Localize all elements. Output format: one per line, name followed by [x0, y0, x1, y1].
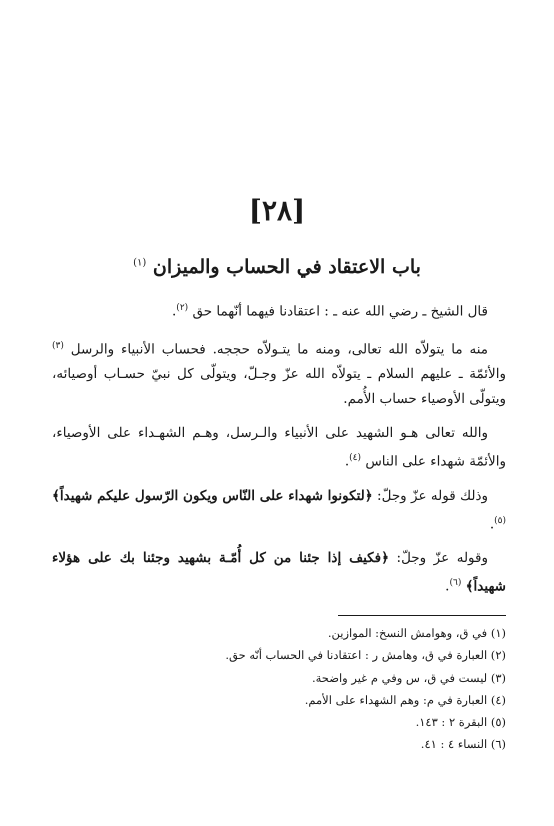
paragraph-text: قال الشيخ ـ رضي الله عنه ـ : اعتقادنا فيهما أنّهما حق: [192, 303, 488, 320]
footnotes: [52, 622, 506, 756]
body-text: [52, 296, 506, 609]
paragraph-text: منه ما يتولاّه الله تعالى، ومنه ما يتـولاّه حججه. فحساب الأنبياء والرسل: [70, 341, 489, 357]
footnote: (٥) البقرة ٢ : ١٤٣.: [415, 715, 506, 730]
paragraph: [52, 334, 506, 413]
footnote: (٦) النساء ٤ : ٤١.: [420, 737, 506, 752]
quran-verse: ﴿لتكونوا شهداء على النّاس ويكون الرّسول عليكم شهيداً﴾: [52, 487, 373, 504]
paragraph-text: والله تعالى هـو الشهيد على الأنبياء والـرسل، وهـم الشهـداء على الأوصياء، والأئمّة شهداء على الناس: [52, 425, 506, 470]
paragraph-tail: والأئمّة ـ عليهم السلام ـ يتولاّه الله عزّ وجـلّ، ويتولّى كل نبيّ حسـاب أوصيائه، ويتولّى الأوصياء حساب الأُمم.: [52, 366, 506, 407]
footnote: (١) في ق، وهوامش النسخ: الموازين.: [327, 626, 506, 640]
paragraph-tail: .: [489, 516, 495, 532]
paragraph-text: وذلك قوله عزّ وجلّ:: [372, 487, 489, 504]
footnote-ref: (٣): [52, 340, 64, 351]
chapter-title: [80, 256, 474, 278]
footnote-ref: (٤): [349, 453, 362, 463]
chapter-number: [٢٨]: [248, 194, 306, 227]
footnote-ref: (٦): [449, 578, 462, 588]
footnote-ref: (٥): [494, 515, 506, 526]
footnote: (٢) العبارة في ق، وهامش ر : اعتقادنا في الحساب أنّه حق.: [225, 648, 506, 663]
paragraph: [52, 484, 506, 538]
footnote-ref: (١): [133, 257, 147, 269]
footnote: (٣) ليست في ق، س وفي م غير واضحة.: [311, 670, 506, 685]
paragraph: [52, 421, 506, 475]
chapter-title-text: باب الاعتقاد في الحساب والميزان: [152, 256, 421, 278]
paragraph-tail: .: [445, 578, 450, 595]
footnote-ref: (٢): [176, 303, 189, 313]
paragraph-tail: .: [344, 453, 350, 470]
footnote: (٤) العبارة في م: وهم الشهداء على الأمم.: [304, 692, 506, 707]
paragraph-text: وقوله عزّ وجلّ:: [389, 550, 489, 566]
footnote-divider: [338, 615, 506, 616]
quran-verse: ﴿فكيف إذا جئنا من كل أُمّـة بشهيد وجئنا بك على هؤلاء شهيداً﴾: [52, 550, 506, 595]
paragraph: [52, 296, 506, 325]
paragraph: [52, 546, 506, 600]
paragraph-tail: .: [172, 303, 177, 320]
